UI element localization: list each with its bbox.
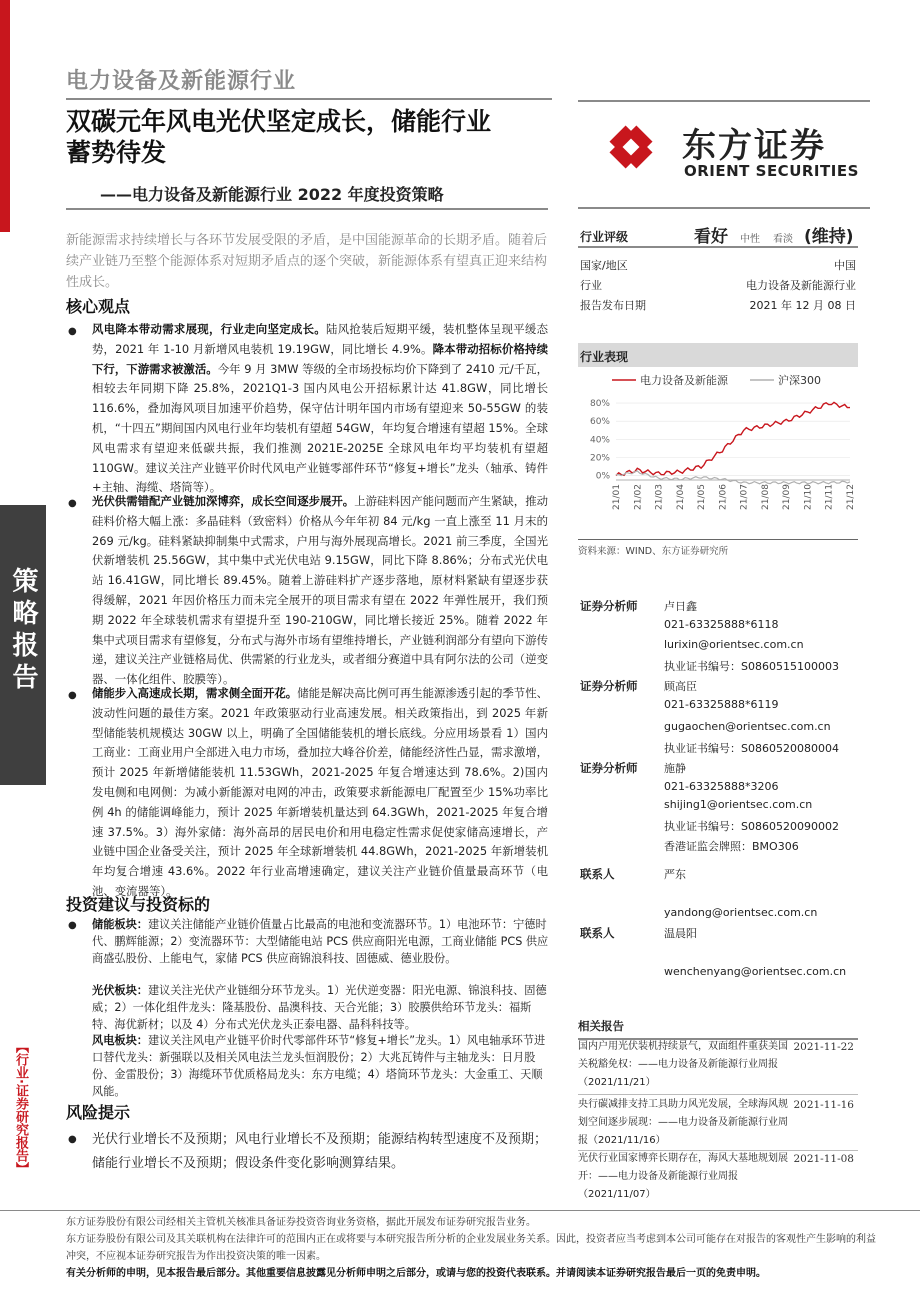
footer-conflict: 东方证券股份有限公司及其关联机构在法律许可的范围内正在或将要与本研究报告所分析的企业发展业务关系。因此，投资者应当考虑到本公司可能存在对报告的客观性产生影响的利益冲突，不应视本证券研究报告为作出投资决策的唯一因素。 — [66, 1234, 876, 1262]
bullet-icon: ● — [68, 498, 77, 509]
core-point-storage — [92, 684, 548, 902]
x-tick-label: 21/03 — [654, 484, 665, 510]
x-tick-label: 21/05 — [697, 484, 708, 510]
industry-title: 电力设备及新能源行业 — [66, 69, 297, 94]
invest-heading: 投资建议与投资标的 — [66, 895, 211, 914]
title-rule — [66, 98, 552, 100]
logo-en-text: ORIENT SECURITIES — [684, 162, 859, 180]
invest-pv-text: 建议关注光伏产业链细分环节龙头。1）光伏逆变器：阳光电源、锦浪科技、固德威；2）一体化组件龙头：隆基股份、晶澳科技、天合光能；3）胶膜供给环节龙头：福斯特、海优新材；以及 4）分布式光伏龙头正泰电器、晶科科技等。 — [92, 984, 547, 1031]
rating-neutral: 中性 — [740, 234, 760, 245]
core-point-pv-lead: 光伏供需错配产业链加深博弈，成长空间逐步展开。 — [92, 494, 355, 508]
core-point-pv-text: 上游硅料因产能问题而产生紧缺，推动硅料价格大幅上涨：多晶硅料（致密料）价格从今年年初 84 元/kg 一直上涨至 11 月末的 269 元/kg。硅料紧缺抑制集中式需求，户用与海外展现高增长。2021 前三季度，全国光伏新增装机 25.56GW，其中集中式光伏电站 9.15GW，同比下降 8.86%；分布式光伏电站 16.41GW，同比增长 89.45%。随着上游硅料扩产逐步落地，原材料紧缺有望逐步获得缓解，2021 年因价格压力而未完全展开的项目需求有望在 2022 年弹性展开，我们预期 2022 年全球装机需求有望提升至 190-210GW，同比增长接近 25%。随着 2022 年集中式项目需求有望修复，分布式与海外市场有望维持增长，产业链利润部分有望向下游传递，建议关注产业链格局优、供需紧的行业龙头，或者细分赛道中具有阿尔法的公司（逆变器、一体化组件、胶膜等）。 — [92, 494, 548, 687]
contact-email-link[interactable]: yandong@orientsec.com.cn — [664, 906, 818, 919]
rating-label: 行业评级 — [580, 230, 629, 244]
related-item-date: 2021-11-16 — [793, 1099, 854, 1111]
info-industry-value: 电力设备及新能源行业 — [746, 279, 856, 292]
brand-stripe — [0, 0, 10, 232]
logo-cn-text: 东方证券 — [682, 126, 826, 166]
analyst-name: 施静 — [664, 762, 686, 775]
y-tick-label: 40% — [589, 435, 610, 446]
analyst-email-link[interactable]: shijing1@orientsec.com.cn — [664, 798, 813, 811]
info-country-value: 中国 — [834, 259, 856, 272]
risk-heading: 风险提示 — [66, 1103, 131, 1122]
analyst-phone: 021-63325888*6119 — [664, 698, 779, 711]
related-item[interactable] — [578, 1038, 858, 1092]
report-title-line2: 蓄势待发 — [66, 138, 167, 167]
core-point-wind — [92, 320, 548, 498]
analyst-email-link[interactable]: lurixin@orientsec.com.cn — [664, 638, 804, 651]
report-subtitle: ——电力设备及新能源行业 2022 年度投资策略 — [100, 185, 444, 204]
rating-status: (维持) — [804, 227, 854, 247]
y-tick-label: 20% — [589, 453, 610, 464]
info-country-label: 国家/地区 — [580, 259, 628, 272]
analyst-name: 顾高臣 — [664, 680, 697, 693]
x-tick-label: 21/01 — [612, 484, 622, 510]
report-title — [66, 106, 556, 168]
perf-chart-svg — [578, 368, 858, 540]
risk-text: 光伏行业增长不及预期；风电行业增长不及预期；能源结构转型速度不及预期；储能行业增长不及预期；假设条件变化影响测算结果。 — [92, 1132, 548, 1171]
legend-label: 沪深300 — [778, 374, 821, 387]
invest-pv-lead: 光伏板块： — [92, 984, 148, 997]
contact-name: 温晨阳 — [664, 927, 697, 940]
analyst-name: 卢日鑫 — [664, 600, 697, 613]
x-tick-label: 21/10 — [803, 484, 814, 510]
analyst-cert: 执业证书编号：S0860520080004 — [664, 742, 839, 755]
invest-wind-lead: 风电板块： — [92, 1034, 148, 1047]
x-tick-label: 21/07 — [739, 484, 750, 510]
related-divider — [578, 1094, 858, 1095]
footer-rule — [0, 1210, 920, 1211]
related-item-title[interactable]: 央行碳减排支持工具助力风光发展，全球海风规划空间逐步展现：——电力设备及新能源行业周报（2021/11/16） — [578, 1099, 788, 1146]
perf-heading: 行业表现 — [578, 343, 858, 367]
invest-storage — [92, 916, 550, 967]
chart-source: 资料来源：WIND、东方证券研究所 — [578, 546, 729, 557]
logo-top-rule — [578, 100, 870, 102]
invest-wind — [92, 1032, 550, 1100]
bullet-icon: ● — [68, 690, 77, 701]
analyst-role: 证券分析师 — [580, 761, 638, 775]
analyst-phone: 021-63325888*6118 — [664, 618, 779, 631]
chart-rule — [578, 539, 858, 540]
bullet-icon: ● — [68, 920, 77, 931]
side-report-tag — [0, 505, 46, 785]
rating-row — [578, 218, 858, 248]
side-report-tag-text: 策略报告 — [8, 567, 38, 695]
contact-name: 严东 — [664, 868, 686, 881]
contact-role: 联系人 — [580, 926, 615, 940]
related-item[interactable] — [578, 1150, 858, 1204]
orient-logo-icon — [596, 112, 666, 182]
x-tick-label: 21/08 — [760, 484, 771, 510]
side-report-category: 【行业·证券研究报告】 — [13, 1040, 28, 1175]
analyst-hk-license: 香港证监会牌照：BMO306 — [664, 840, 799, 853]
invest-pv — [92, 982, 550, 1033]
footer-qualification: 东方证券股份有限公司经相关主管机关核准具备证券投资咨询业务资格，据此开展发布证券研究报告业务。 — [66, 1217, 536, 1228]
perf-chart — [578, 368, 858, 540]
legend-label: 电力设备及新能源 — [640, 374, 728, 387]
core-heading: 核心观点 — [66, 297, 131, 316]
core-point-pv — [92, 492, 548, 690]
contact-role: 联系人 — [580, 867, 615, 881]
abstract: 新能源需求持续增长与各环节发展受限的矛盾，是中国能源革命的长期矛盾。随着后续产业链乃至整个能源体系对短期矛盾点的逐个突破，新能源体系有望真正迎来结构性成长。 — [66, 233, 548, 290]
related-item-title[interactable]: 光伏行业国家博弈长期存在，海风大基地规划展开：——电力设备及新能源行业周报（2021/11/07） — [578, 1153, 788, 1200]
core-point-wind-text-a: 陆风抢装后短期平缓，装机整体呈现平缓态势，2021 年 1-10 月新增风电装机 19.19GW，同比增长 4.9%。 — [92, 322, 548, 356]
x-tick-label: 21/06 — [718, 484, 729, 510]
invest-wind-text: 建议关注风电产业链平价时代零部件环节“修复+增长”龙头。1）风电轴承环节进口替代龙头：新强联以及相关风电法兰龙头恒润股份；2）大兆瓦铸件与主轴龙头：日月股份、金雷股份；3）海缆环节优质格局龙头：东方电缆；4）塔筒环节龙头：大金重工、天顺风能。 — [92, 1034, 546, 1098]
analyst-phone: 021-63325888*3206 — [664, 780, 779, 793]
info-date-value: 2021 年 12 月 08 日 — [749, 299, 856, 312]
y-tick-label: 0% — [595, 471, 610, 482]
x-tick-label: 21/11 — [824, 484, 835, 510]
x-tick-label: 21/12 — [846, 484, 856, 510]
core-point-storage-text: 储能是解决高比例可再生能源渗透引起的季节性、波动性问题的最佳方案。2021 年政策驱动行业高速发展。相关政策指出，到 2025 年新型储能装机规模达 30GW 以上，明确了全国储能装机的增长底线。分应用场景看 1）国内工商业：工商业用户全部进入电力市场，叠加拉大峰谷价差，储能经济性凸显，需求激增，预计 2025 年新增储能装机 11.53GWh，2021-2025 年复合增速达到 78.6%。2)国内发电侧和电网侧：为减小新能源对电网的冲击，政策要求新能源电厂配置至少 15%功率比例 4h 的储能调峰能力，预计 2025 年新增装机量达到 64.3GWh，2021-2025 年复合增速 37.5%。3）海外家储：海外高昂的居民电价和用电稳定性需求促使家储高速增长，产业链中国企业备受关注，预计 2025 年全球新增装机 44.8GWh，2021-2025 年新增装机年均复合增速 43.6%。2022 年行业高增速确定，建议关注产业链价值量最高环节（电池、变流器等）。 — [92, 686, 548, 898]
analyst-email-link[interactable]: gugaochen@orientsec.com.cn — [664, 720, 831, 733]
related-item-date: 2021-11-08 — [793, 1153, 854, 1165]
core-point-wind-text-b: 今年 9 月 3MW 等级的全市场投标均价下降到了 2410 元/千瓦，相较去年同期下降 25.8%，2021Q1-3 国内风电公开招标累计达 41.8GW，同比增长 116.6%，叠加海风项目加速平价趋势，保守估计明年国内市场有望迎来 50-55GW 的装机，“十四五”期间国内风电行业年均装机有望超 54GW，年均复合增速有望超 15%。全球风电需求有望迎来低碳共振，我们推测 2021E-2025E 全球风电年均平均装机有望超 110GW。建议关注产业链平价时代风电产业链零部件环节“修复+增长”龙头（轴承、铸件+主轴、海缆、塔筒等）。 — [92, 361, 548, 495]
invest-storage-lead: 储能板块： — [92, 918, 148, 931]
x-tick-label: 21/09 — [782, 484, 793, 510]
related-item[interactable] — [578, 1096, 858, 1150]
invest-storage-text: 建议关注储能产业链价值量占比最高的电池和变流器环节。1）电池环节：宁德时代、鹏辉能源；2）变流器环节：大型储能电站 PCS 供应商阳光电源，工商业储能 PCS 供应商盛弘股份、上能电气，家储 PCS 供应商锦浪科技、固德威、德业股份。 — [92, 918, 549, 965]
y-tick-label: 80% — [589, 399, 610, 410]
related-item-title[interactable]: 国内户用光伏装机持续景气，双面组件重获美国关税豁免权：——电力设备及新能源行业周报（2021/11/21） — [578, 1041, 788, 1088]
core-point-wind-lead: 风电降本带动需求展现，行业走向坚定成长。 — [92, 322, 326, 336]
logo-bottom-rule — [578, 207, 870, 209]
series-line — [616, 402, 850, 475]
analyst-role: 证券分析师 — [580, 679, 638, 693]
contact-email-link[interactable]: wenchenyang@orientsec.com.cn — [664, 965, 847, 978]
company-logo — [596, 112, 866, 192]
rating-value: 看好 — [694, 227, 728, 247]
y-tick-label: 60% — [589, 417, 610, 428]
analyst-cert: 执业证书编号：S0860515100003 — [664, 660, 839, 673]
related-item-date: 2021-11-22 — [793, 1041, 854, 1053]
x-tick-label: 21/02 — [633, 484, 644, 510]
subtitle-rule — [66, 208, 548, 210]
bullet-icon: ● — [68, 326, 77, 337]
bullet-icon: ● — [68, 1134, 77, 1145]
related-heading: 相关报告 — [578, 1018, 858, 1040]
info-date-label: 报告发布日期 — [580, 299, 646, 312]
report-title-line1: 双碳元年风电光伏坚定成长，储能行业 — [66, 107, 492, 136]
analyst-role: 证券分析师 — [580, 599, 638, 613]
info-industry-label: 行业 — [580, 279, 602, 292]
rating-bearish: 看淡 — [773, 234, 793, 245]
analyst-cert: 执业证书编号：S0860520090002 — [664, 820, 839, 833]
core-point-wind-lead2: 降本带动招标价格持续下行，下游需求被激活。 — [92, 341, 548, 376]
x-tick-label: 21/04 — [675, 484, 686, 510]
core-point-storage-lead: 储能步入高速成长期，需求侧全面开花。 — [92, 686, 298, 700]
footer-disclaimer: 有关分析师的申明，见本报告最后部分。其他重要信息披露见分析师申明之后部分，或请与您的投资代表联系。并请阅读本证券研究报告最后一页的免责申明。 — [66, 1268, 766, 1279]
